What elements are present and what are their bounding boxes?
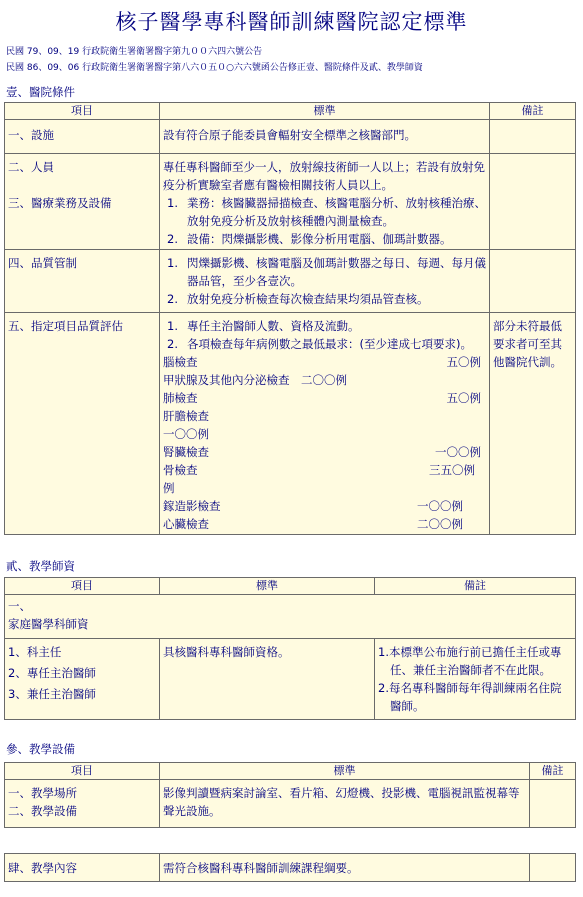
table-row <box>5 780 576 828</box>
exam-row: 鎵造影檢查 一〇〇例 <box>163 499 463 513</box>
list-item: 2. 各項檢查每年病例數之最低最求：(至少達成七項要求)。 <box>167 337 472 351</box>
content-item: 肆、教學內容 <box>5 854 160 882</box>
table-row <box>5 595 576 639</box>
staff-item: 3、兼任主治醫師 <box>8 687 96 701</box>
exam-row: 骨檢查 三五〇例 例 <box>163 463 475 495</box>
table-row <box>5 154 576 250</box>
quality-eval-list <box>163 317 486 353</box>
table-row <box>5 854 576 882</box>
row-item-staff: 二、人員 <box>8 160 54 174</box>
col-header-standard: 標準 <box>160 578 375 595</box>
staff-note: 2.每名專科醫師每年得訓練兩名住院醫師。 <box>378 681 562 713</box>
staff-number: 一、 <box>8 599 31 613</box>
row-item-quality-eval: 五、指定項目品質評估 <box>5 313 160 535</box>
teaching-staff-table <box>4 577 576 720</box>
hospital-conditions-table <box>4 102 576 535</box>
exam-row: 肺檢查 五〇例 <box>163 391 481 405</box>
exam-row: 甲狀腺及其他內分泌檢查 二〇〇例 <box>163 373 347 387</box>
staff-item: 2、專任主治醫師 <box>8 666 96 680</box>
table-row <box>5 639 576 720</box>
equipment-item: 一、教學場所 <box>8 786 77 800</box>
row-item-facility: 一、設施 <box>5 120 160 154</box>
row-item-qc: 四、品質管制 <box>5 250 160 313</box>
teaching-content-table <box>4 853 576 882</box>
list-item: 1. 業務：核醫臟器掃描檢查、核醫電腦分析、放射核種治療、放射免疫分析及放射核種體內測量檢查。 <box>167 196 486 228</box>
exam-row: 心臟檢查 二〇〇例 <box>163 517 463 531</box>
row-std-facility: 設有符合原子能委員會輻射安全標準之核醫部門。 <box>160 120 490 154</box>
exam-row: 肝膽檢查 一〇〇例 <box>163 409 209 441</box>
row-std-staff: 專任專科醫師至少一人，放射線技術師一人以上；若設有放射免疫分析實驗室者應有醫檢相關技術人員以上。 <box>163 160 485 192</box>
col-header-note: 備註 <box>490 103 576 120</box>
teaching-equipment-table <box>4 762 576 828</box>
row-item-services: 三、醫療業務及設備 <box>8 196 112 210</box>
staff-note: 1.本標準公布施行前已擔任主任或專任、兼任主治醫師者不在此限。 <box>378 645 562 677</box>
list-item: 2. 設備：閃爍攝影機、影像分析用電腦、伽瑪計數器。 <box>167 232 452 246</box>
table-header-row <box>5 578 576 595</box>
page-title: 核子醫學專科醫師訓練醫院認定標準 <box>115 10 468 34</box>
equipment-item: 二、教學設備 <box>8 804 77 818</box>
col-header-item: 項目 <box>5 103 160 120</box>
list-item: 2. 放射免疫分析檢查每次檢查結果均須品管查核。 <box>167 292 429 306</box>
col-header-item: 項目 <box>5 763 160 780</box>
table-row <box>5 250 576 313</box>
row-note-quality-eval: 部分未符最低要求者可至其他醫院代訓。 <box>490 313 576 535</box>
exam-row: 腎臟檢查 一〇〇例 <box>163 445 481 459</box>
list-item: 1. 閃爍攝影機、核醫電腦及伽瑪計數器之每日、每週、每月儀器品管，至少各壹次。 <box>167 256 486 288</box>
table-row <box>5 313 576 535</box>
equipment-standard: 影像判讀暨病案討論室、看片箱、幻燈機、投影機、電腦視訊監視幕等聲光設施。 <box>160 780 530 828</box>
section-heading-teaching-equipment: 參、教學設備 <box>6 742 75 756</box>
list-item: 1. 專任主治醫師人數、資格及流動。 <box>167 319 360 333</box>
services-list <box>163 194 486 248</box>
col-header-item: 項目 <box>5 578 160 595</box>
table-row <box>5 120 576 154</box>
staff-item: 1、科主任 <box>8 645 62 659</box>
col-header-standard: 標準 <box>160 103 490 120</box>
notice-line-1: 民國 79、09、19 行政院衛生署衛署醫字第九００六四六號公告 <box>6 47 263 57</box>
col-header-note: 備註 <box>530 763 576 780</box>
table-header-row <box>5 763 576 780</box>
staff-standard: 具核醫科專科醫師資格。 <box>160 639 375 720</box>
section-heading-teaching-staff: 貳、教學師資 <box>6 559 75 573</box>
row-note-facility <box>490 120 576 154</box>
section-heading-hospital: 壹、醫院條件 <box>6 85 75 99</box>
content-standard: 需符合核醫科專科醫師訓練課程綱要。 <box>160 854 530 882</box>
table-header-row <box>5 103 576 120</box>
col-header-note: 備註 <box>375 578 576 595</box>
exam-row: 腦檢查 五〇例 <box>163 355 481 369</box>
col-header-standard: 標準 <box>160 763 530 780</box>
notice-line-2: 民國 86、09、06 行政院衛生署衛署醫字第八六０五０○六六號函公告修正壹、醫院條件及貳、教學師資 <box>6 63 423 73</box>
qc-list <box>163 254 486 308</box>
staff-category: 家庭醫學科師資 <box>8 617 89 631</box>
